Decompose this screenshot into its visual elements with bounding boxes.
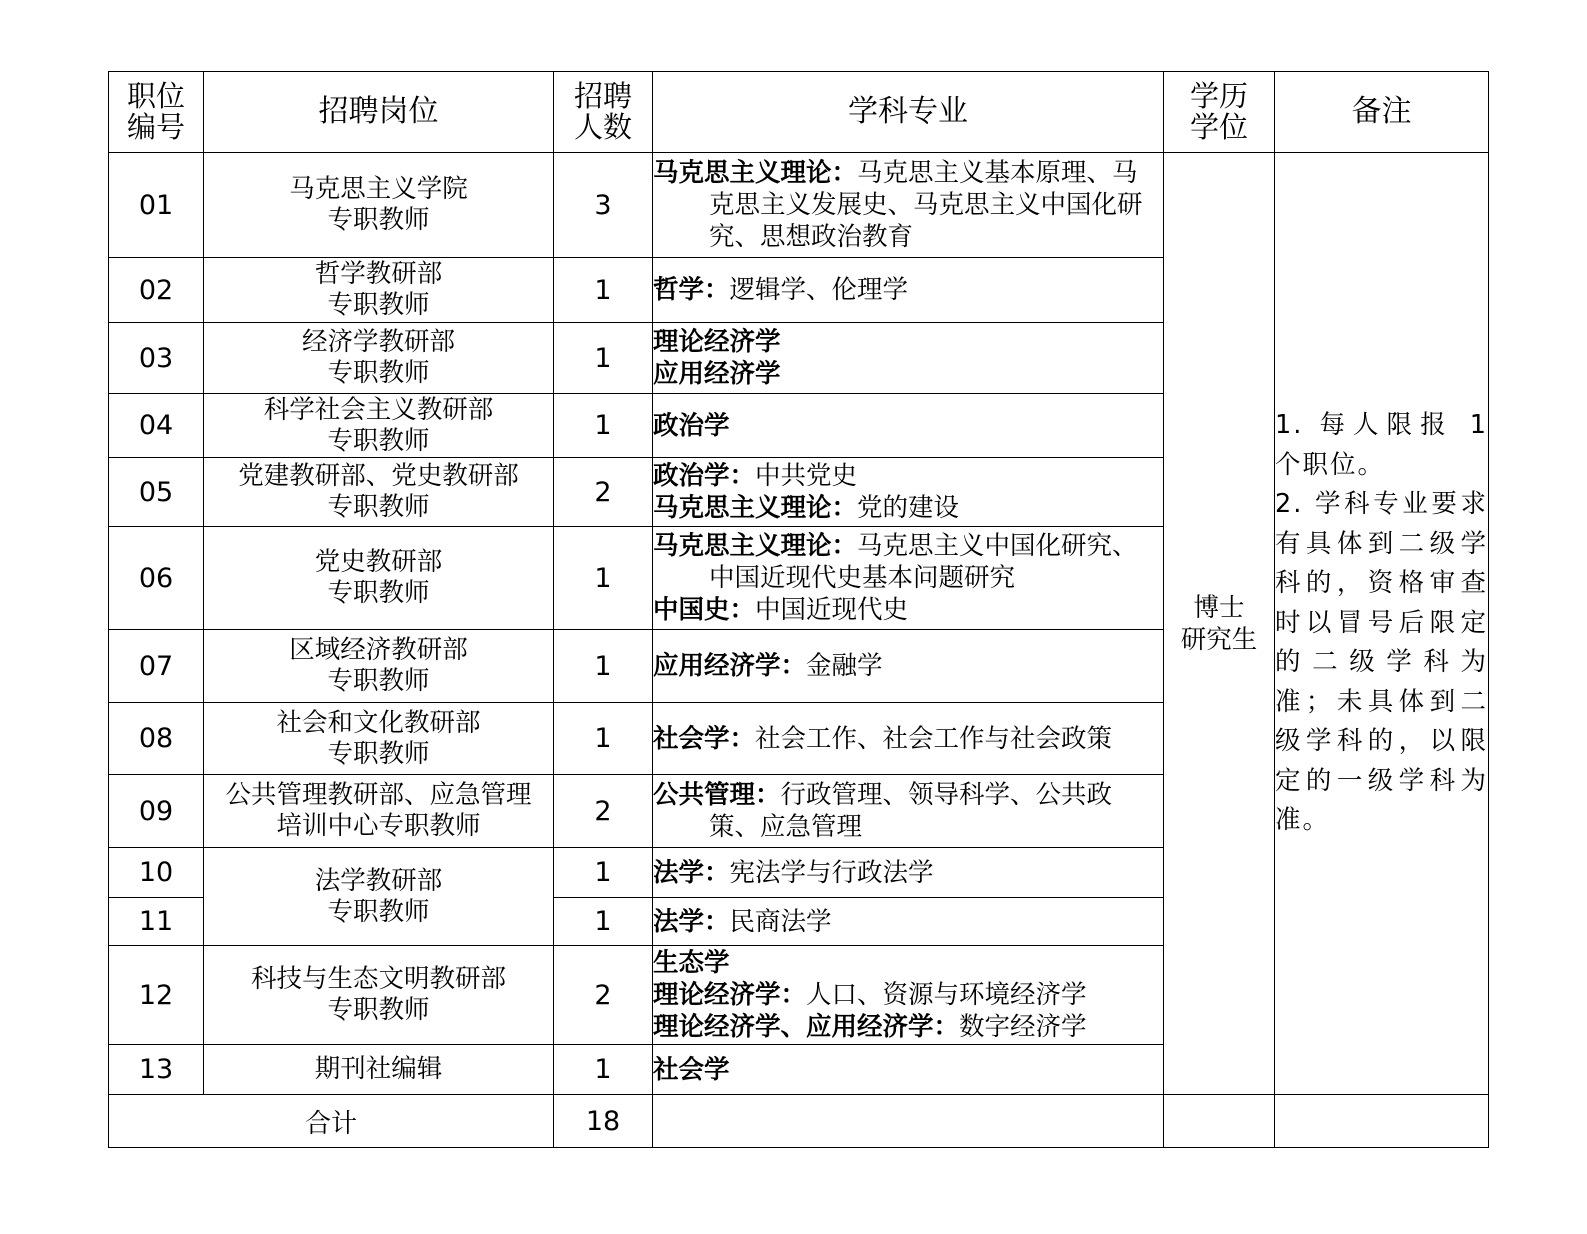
position-name	[204, 458, 554, 527]
hire-count: 1	[554, 323, 653, 394]
major-requirement	[653, 848, 1164, 898]
major-requirement	[653, 1045, 1164, 1095]
major-category: 马克思主义理论：	[653, 493, 858, 523]
position-name-line: 经济学教研部	[301, 327, 455, 357]
remark-paragraph: 2. 学科专业要求有具体到二级学科的，资格审查时以冒号后限定的二级学科为准；未具体到二级学科的，以限定的一级学科为准。	[1275, 489, 1488, 836]
major-line	[653, 358, 1163, 390]
position-number: 12	[109, 946, 204, 1045]
major-category: 理论经济学：	[653, 980, 807, 1010]
major-line	[653, 492, 1163, 524]
position-name-line: 专职教师	[327, 666, 430, 696]
position-name-line: 专职教师	[327, 492, 430, 522]
position-number: 05	[109, 458, 204, 527]
major-line	[653, 157, 1163, 253]
position-name-line: 党史教研部	[314, 547, 443, 577]
position-name-line: 哲学教研部	[314, 259, 443, 289]
total-major-empty	[653, 1095, 1164, 1148]
major-line	[653, 906, 1163, 938]
hire-count: 1	[554, 1045, 653, 1095]
major-category: 政治学	[653, 410, 730, 441]
header-degree-line1: 学历	[1189, 79, 1248, 113]
major-requirement	[653, 630, 1164, 703]
major-detail: 民商法学	[729, 906, 832, 937]
position-number: 06	[109, 527, 204, 630]
major-requirement	[653, 898, 1164, 946]
position-name-line: 科学社会主义教研部	[263, 394, 494, 425]
major-requirement	[653, 775, 1164, 848]
header-count-line2: 人数	[573, 110, 632, 144]
major-category: 应用经济学	[653, 359, 781, 389]
major-requirement	[653, 394, 1164, 458]
position-name-line: 专职教师	[327, 425, 430, 456]
header-degree	[1164, 72, 1275, 153]
major-category: 哲学：	[653, 275, 730, 305]
major-requirement	[653, 946, 1164, 1045]
degree-line: 研究生	[1180, 624, 1258, 655]
major-detail: 宪法学与行政法学	[729, 857, 934, 888]
position-name-line: 社会和文化教研部	[276, 707, 481, 738]
major-category: 马克思主义理论：	[653, 158, 858, 188]
position-name	[204, 153, 554, 258]
position-name	[204, 1045, 554, 1095]
position-name-line: 培训中心专职教师	[276, 811, 481, 841]
position-name-line: 期刊社编辑	[314, 1054, 443, 1084]
hire-count: 2	[554, 458, 653, 527]
major-line	[653, 947, 1163, 979]
position-name-line: 区域经济教研部	[289, 635, 468, 665]
position-name-line: 科技与生态文明教研部	[250, 964, 506, 994]
position-name	[204, 775, 554, 848]
major-detail: 数字经济学	[959, 1012, 1087, 1042]
position-number: 10	[109, 848, 204, 898]
header-degree-line2: 学位	[1189, 110, 1248, 144]
hire-count: 2	[554, 946, 653, 1045]
major-line	[653, 530, 1163, 594]
major-category: 中国史：	[653, 595, 756, 625]
header-count	[554, 72, 653, 153]
major-category: 社会学：	[653, 723, 756, 754]
position-number: 11	[109, 898, 204, 946]
position-name-line: 法学教研部	[314, 865, 443, 896]
degree-line: 博士	[1193, 592, 1245, 623]
total-row	[109, 1095, 1489, 1148]
major-category: 生态学	[653, 948, 730, 978]
header-row	[109, 72, 1489, 153]
hire-count: 1	[554, 630, 653, 703]
hire-count: 1	[554, 527, 653, 630]
major-requirement	[653, 458, 1164, 527]
total-degree-empty	[1164, 1095, 1275, 1148]
position-name-line: 专职教师	[327, 995, 430, 1025]
major-category: 社会学	[653, 1054, 730, 1085]
major-requirement	[653, 153, 1164, 258]
major-requirement	[653, 323, 1164, 394]
position-name	[204, 848, 554, 946]
major-requirement	[653, 527, 1164, 630]
major-category: 法学：	[653, 857, 730, 888]
hire-count: 3	[554, 153, 653, 258]
major-requirement	[653, 258, 1164, 323]
position-name	[204, 394, 554, 458]
position-name-line: 马克思主义学院	[289, 174, 468, 204]
major-category: 理论经济学、应用经济学：	[653, 1012, 960, 1042]
degree-requirement	[1164, 153, 1275, 1095]
major-detail: 金融学	[806, 651, 883, 681]
recruitment-table	[108, 71, 1489, 1148]
major-detail: 党的建设	[857, 493, 960, 523]
major-category: 公共管理：	[653, 780, 781, 810]
position-name	[204, 946, 554, 1045]
major-detail: 行政管理、领导科学、公共政策、应急管理	[709, 780, 1113, 842]
major-category: 政治学：	[653, 461, 756, 491]
position-number: 02	[109, 258, 204, 323]
position-name-line: 专职教师	[327, 358, 430, 388]
position-number: 07	[109, 630, 204, 703]
header-count-line1: 招聘	[573, 79, 632, 113]
major-category: 理论经济学	[653, 327, 781, 357]
major-line	[653, 857, 1163, 889]
major-line	[653, 779, 1163, 843]
position-name-line: 专职教师	[327, 578, 430, 608]
major-line	[653, 1054, 1163, 1086]
hire-count: 1	[554, 258, 653, 323]
major-category: 法学：	[653, 906, 730, 937]
table-body	[109, 153, 1489, 1148]
major-detail: 马克思主义基本原理、马克思主义发展史、马克思主义中国化研究、思想政治教育	[709, 158, 1143, 252]
position-name-line: 专职教师	[327, 738, 430, 769]
position-number: 13	[109, 1045, 204, 1095]
major-category: 马克思主义理论：	[653, 531, 858, 561]
position-name-line: 专职教师	[327, 290, 430, 320]
total-remark-empty	[1275, 1095, 1489, 1148]
position-number: 08	[109, 703, 204, 775]
major-line	[653, 1011, 1163, 1043]
major-line	[653, 326, 1163, 358]
position-name	[204, 323, 554, 394]
position-name	[204, 703, 554, 775]
major-detail: 马克思主义中国化研究、中国近现代史基本问题研究	[709, 531, 1138, 593]
header-remark: 备注	[1275, 72, 1489, 153]
major-line	[653, 650, 1163, 682]
major-line	[653, 410, 1163, 442]
major-line	[653, 594, 1163, 626]
hire-count: 1	[554, 394, 653, 458]
major-line	[653, 460, 1163, 492]
hire-count: 1	[554, 703, 653, 775]
position-number: 04	[109, 394, 204, 458]
position-name	[204, 630, 554, 703]
major-requirement	[653, 703, 1164, 775]
major-detail: 逻辑学、伦理学	[729, 275, 909, 305]
major-line	[653, 723, 1163, 755]
position-name	[204, 258, 554, 323]
major-detail: 社会工作、社会工作与社会政策	[755, 723, 1113, 754]
hire-count: 1	[554, 898, 653, 946]
position-number: 09	[109, 775, 204, 848]
header-no	[109, 72, 204, 153]
header-major: 学科专业	[653, 72, 1164, 153]
table-row	[109, 153, 1489, 258]
total-count: 18	[554, 1095, 653, 1148]
total-label: 合计	[109, 1095, 554, 1148]
position-number: 03	[109, 323, 204, 394]
remark-notes	[1275, 153, 1489, 1095]
hire-count: 2	[554, 775, 653, 848]
position-name-line: 公共管理教研部、应急管理	[225, 780, 532, 810]
major-category: 应用经济学：	[653, 651, 807, 681]
position-number: 01	[109, 153, 204, 258]
major-line	[653, 274, 1163, 306]
header-position: 招聘岗位	[204, 72, 554, 153]
position-name-line: 党建教研部、党史教研部	[238, 461, 519, 491]
position-name	[204, 527, 554, 630]
major-detail: 中国近现代史	[755, 595, 909, 625]
remark-paragraph: 1. 每人限报 1 个职位。	[1275, 410, 1488, 480]
header-no-line1: 职位	[126, 79, 185, 113]
position-name-line: 专职教师	[327, 205, 430, 235]
major-detail: 人口、资源与环境经济学	[806, 980, 1087, 1010]
hire-count: 1	[554, 848, 653, 898]
position-name-line: 专职教师	[327, 896, 430, 927]
major-detail: 中共党史	[755, 461, 858, 491]
header-no-line2: 编号	[126, 110, 185, 144]
major-line	[653, 979, 1163, 1011]
